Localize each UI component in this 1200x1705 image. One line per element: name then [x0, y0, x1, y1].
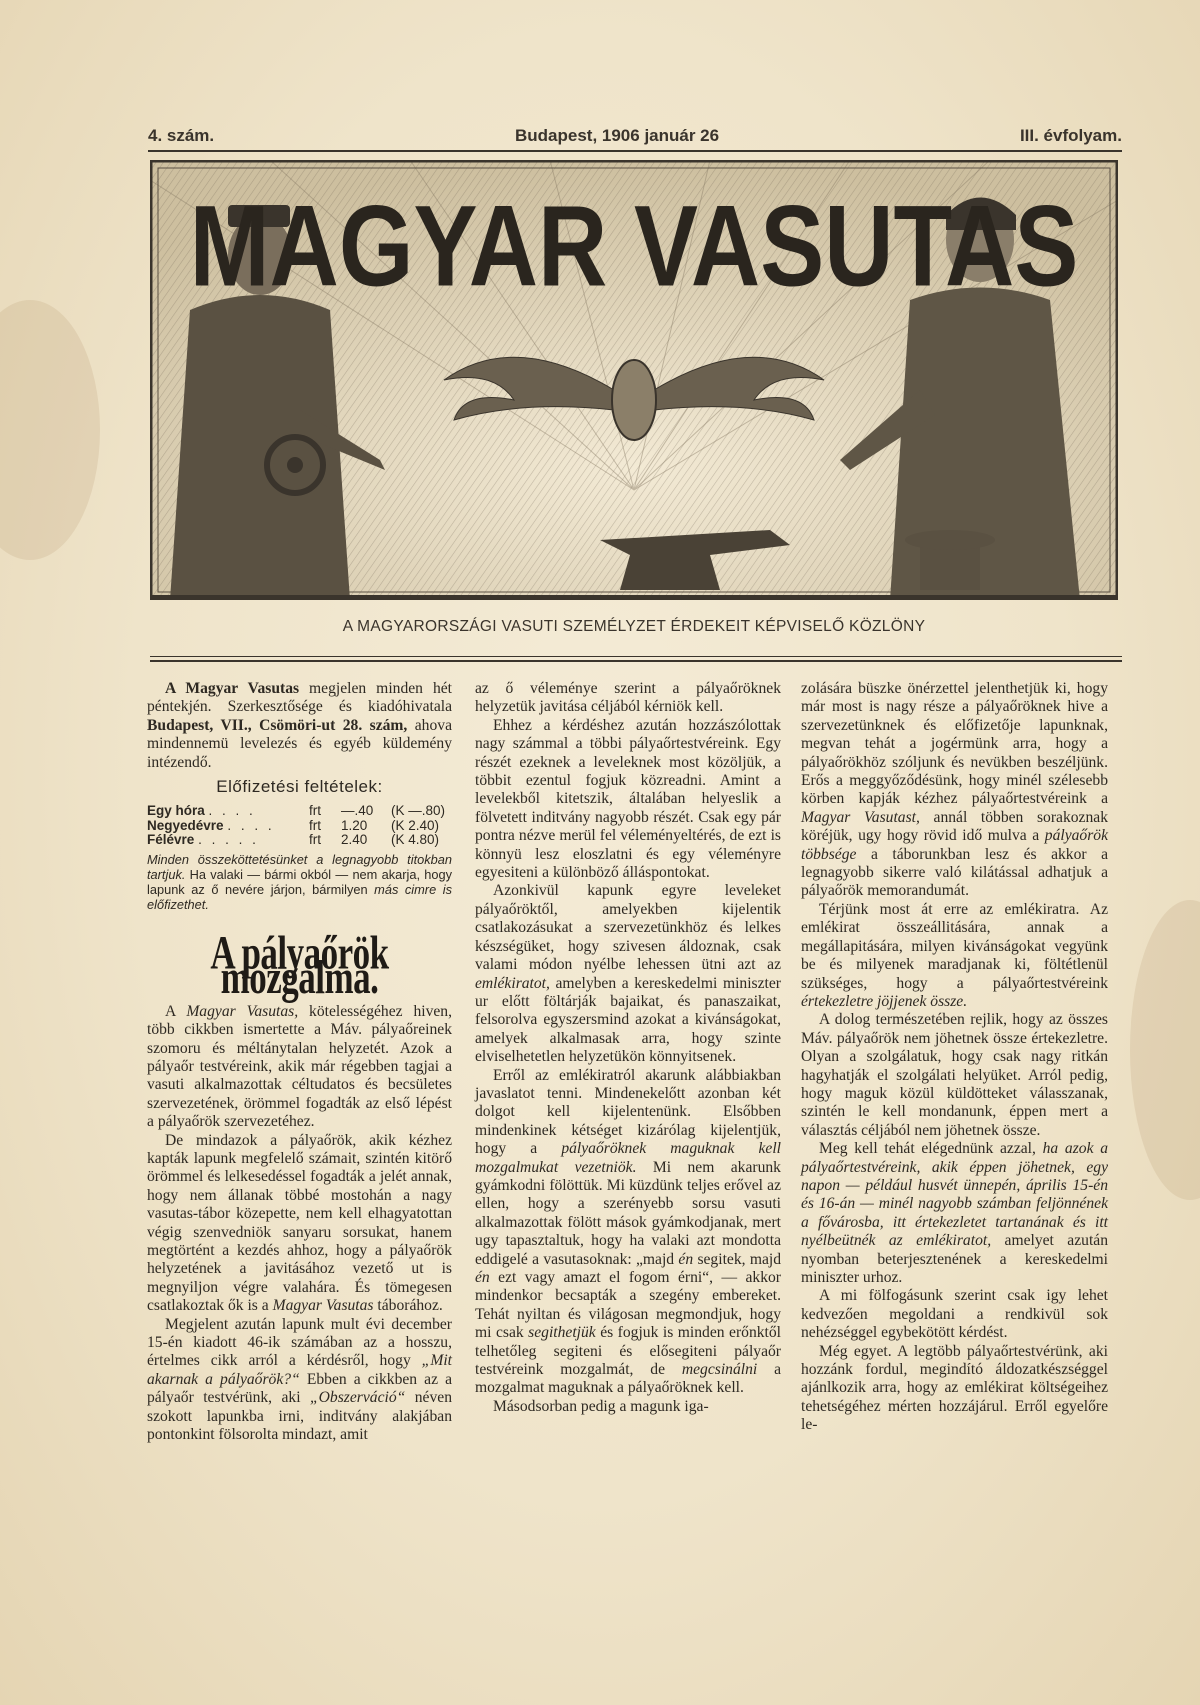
paragraph: zolására büszke önérzettel jelenthetjük ki, hogy már most is nagy része a pályaőröknek hive a szervezetünknek és előfizetője lapunknak, megvan tehát a jogérmünk arra, hogy a pályaőrökhöz szóljunk és nevükben beszéljünk. Erős a meggyőződésünk, hogy minél szélesebb körben kapják kézhez pályaőrtestvéreink a Magyar Vasutast, annál többen sorakoznak köréjük, ugy hogy rövid idő mulva a pályaőrök többsége a táborunkban lesz és akkor a legnagyobb sikerre való kilátással adhatjuk a pályaőrök memorandumát. [801, 680, 1108, 900]
paragraph: A dolog természetében rejlik, hogy az összes Máv. pályaőrök nem jöhetnek össze értekezletre. Olyan a szolgálatuk, hogy csak nagy ritkán hagyhatják el szolgálati helyüket. Arról pedig, hogy maguk közül küldötteket válasszanak, szintén le kell mondanunk, éppen mert a választás céljából nem jöhetnek össze. [801, 1011, 1108, 1139]
price-dots: . . . . . [198, 832, 259, 848]
price-label: Félévre [147, 832, 195, 848]
masthead-svg [150, 160, 1118, 600]
paragraph: Meg kell tehát elégednünk azzal, ha azok a pályaőrtestvéreink, akik éppen jöhetnek, egy napon — például husvét ünnepén, április 15-én és 16-án — minél nagyobb számban feljönnének a fővárosba, itt értekezletet tartanának és itt nyélbeütnék az emlékiratot, amelyet azután nyomban beterjesztenének a kereskedelmi miniszter urhoz. [801, 1140, 1108, 1286]
confidentiality-note [147, 852, 452, 912]
price-value: 2.40 [341, 832, 368, 848]
price-kronen: (K 2.40) [391, 817, 440, 833]
publication-text: megjelen minden hét péntekjén. Szerkesztősége és kiadóhivatala [147, 680, 452, 716]
price-label: Egy hóra [147, 803, 205, 819]
note-italic: Minden összeköttetésünket a legnagyobb titokban tartjuk. [147, 851, 452, 882]
article-col1 [147, 1003, 452, 1445]
price-value: —.40 [341, 803, 374, 819]
paragraph: Térjünk most át erre az emlékiratra. Az emlékirat összeállitására, annak a megállapitására, milyen kivánságokat vegyünk be és milyenek maradjanak ki, föltétlenül szükséges, hogy a pályaőrtestvéreink értekezletre jöjjenek össze. [801, 900, 1108, 1010]
publication-address: Budapest, VII., Csömöri-ut 28. szám, [147, 716, 408, 734]
price-label: Negyedévre [147, 817, 224, 833]
header-rule [148, 150, 1122, 152]
subscription-table [147, 804, 447, 848]
publication-name: A Magyar Vasutas [165, 680, 300, 697]
paragraph: A mi fölfogásunk szerint csak igy lehet kedvezően megoldani a rendkivül sok nehézséggel egybekötött kérdést. [801, 1287, 1108, 1342]
issue-number: 4. szám. [148, 126, 215, 145]
tagline-rule-thin [150, 656, 1122, 657]
price-unit: frt [309, 817, 321, 833]
publication-text-end: ahova mindennemü levelezés és egyéb küldemény intézendő. [147, 716, 452, 771]
paper-stain [1130, 900, 1200, 1200]
price-row [147, 804, 447, 819]
paragraph: Még egyet. A legtöbb pályaőrtestvérünk, aki hozzánk fordul, megindító áldozatkészséggel ajánlkozik arra, hogy az emlékirat költségeihez tehetségéhez mérten hozzájárul. Erről egyelőre le- [801, 1342, 1108, 1434]
tagline: A MAGYARORSZÁGI VASUTI SZEMÉLYZET ÉRDEKEIT KÉPVISELŐ KÖZLÖNY [342, 618, 926, 635]
price-dots: . . . . [227, 817, 275, 833]
price-kronen: (K 4.80) [391, 832, 440, 848]
volume-number: III. évfolyam. [1019, 126, 1122, 145]
paragraph: Ehhez a kérdéshez azután hozzászólottak nagy számmal a többi pályaőrtestvéreink. Egy részét ezeknek a leveleknek most közöljük, a többit ezentul fogjuk közreadni. Amint a levelekből kitetszik, általában helyeslik a fölvetett inditvány nagyobb részét. Csak egy pár pontra nézve merül fel véleményeltérés, de ezt is könnyü lesz eloszlatni és egy véleményre egyesiteni a különböző álláspontokat. [475, 716, 781, 882]
masthead-illustration [150, 160, 1118, 600]
issue-date: Budapest, 1906 január 26 [515, 126, 720, 145]
price-unit: frt [309, 803, 321, 819]
paper-stain [0, 300, 100, 560]
tagline-rule-thick [150, 660, 1122, 662]
note-italic-end: más cimre is előfizethet. [147, 881, 452, 912]
column-1 [147, 680, 452, 1445]
price-kronen: (K —.80) [391, 803, 446, 819]
article-title: A pályaőrök mozgalma. [210, 926, 389, 1005]
paragraph: De mindazok a pályaőrök, akik kézhez kapták lapunk megfelelő számait, szintén kitörő örömmel és lelkesedéssel fogadták a jelét annak, hogy nem állanak többé mostohán a nagy vasutas-tábor közepette, nem kell elhagyatottan végig szenvedniök sanyaru sorsukat, hanem megtörtént a kezdés ahhoz, hogy a pályaőrök helyzetének a javitásához vezető ut is megnyiljon végre valahára. És tömegesen csatlakoztak ők is a Magyar Vasutas táborához. [147, 1131, 452, 1315]
price-unit: frt [309, 832, 321, 848]
paragraph: Megjelent azután lapunk mult évi december 15-én kiadott 46-ik számában az a hosszu, értelmes cikk arról a kérdésről, hogy „Mit akarnak a pályaőrök?“ Ebben a cikkben az a pályaőr testvérünk, aki „Obszerváció“ néven szokott lapunkba irni, inditvány alakjában pontonkint fölsorolta mindazt, amit [147, 1315, 452, 1444]
paragraph: az ő véleménye szerint a pályaőröknek helyzetük javitása céljából kérniök kell. [475, 680, 781, 716]
price-row [147, 833, 447, 848]
price-value: 1.20 [341, 817, 368, 833]
column-2 [475, 680, 781, 1416]
price-row [147, 819, 447, 834]
paragraph: A Magyar Vasutas, kötelességéhez hiven, több cikkben ismertette a Máv. pályaőreinek szomoru és méltánytalan helyzetét. Azok a pályaőr testvéreink, akik már régebben tagjai a vasuti alkalmazottak céltudatos és becsületes szervezetének, örömmel fogadták az első lépést a pályaőrök szervezetéhez. [147, 1002, 452, 1131]
paragraph: Azonkivül kapunk egyre leveleket pályaőröktől, amelyekben kijelentik csatlakozásukat a szervezetünkhöz és lelkes készségüket, hogy szivesen áldoznak, csak valami módon nyélbe lehessen ütni azt az emlékiratot, amelyben a kereskedelmi miniszter ur előtt föltárják bajaikat, és panaszaikat, felsorolva egyszersmind azokat a kivánságokat, amelyek alkalmasak arra, hogy szinte elviselhetetlen helyzetükön könnyitsenek. [475, 882, 781, 1066]
publication-info [147, 680, 452, 772]
note-text: Ha valaki — bármi okból — nem akarja, hogy lapunk az ő nevére járjon, bármilyen [147, 866, 452, 897]
paragraph: Erről az emlékiratról akarunk alábbiakban javaslatot tenni. Mindenekelőtt azonban két dolgot kell kijelentenünk. Elsőbben mindenkinek kétséget kizárólag kijelentjük, hogy a pályaőröknek maguknak kell mozgalmukat vezetniök. Mi nem akarunk gyámkodni fölöttük. Mi küzdünk teljes erővel az ellen, hogy a szerényebb sorsu vasuti alkalmazottak fölött mások gyámkodjanak, mert ugy tapasztaltuk, hogy ha valaki azt mondotta eddigelé a vasutasoknak: „majd én segitek, majd én ezt vagy amazt el fogom érni“, — akkor mindenkor becsapták a szegény embereket. Tehát nyiltan és világosan megmondjuk, hogy mi csak segithetjük és fogjuk is minden erőnktől telhetőleg segiteni és elősegiteni pályaőr testvéreink mozgalmát, de megcsinálni a mozgalmat maguknak a pályaőröknek kell. [475, 1066, 782, 1397]
masthead-title: MAGYAR VASUTAS [189, 182, 1079, 311]
price-dots: . . . . [208, 803, 256, 819]
subscription-title: Előfizetési feltételek: [216, 777, 383, 797]
page-header [148, 126, 1122, 146]
paragraph: Másodsorban pedig a magunk iga- [493, 1397, 709, 1415]
column-3 [801, 680, 1108, 1435]
